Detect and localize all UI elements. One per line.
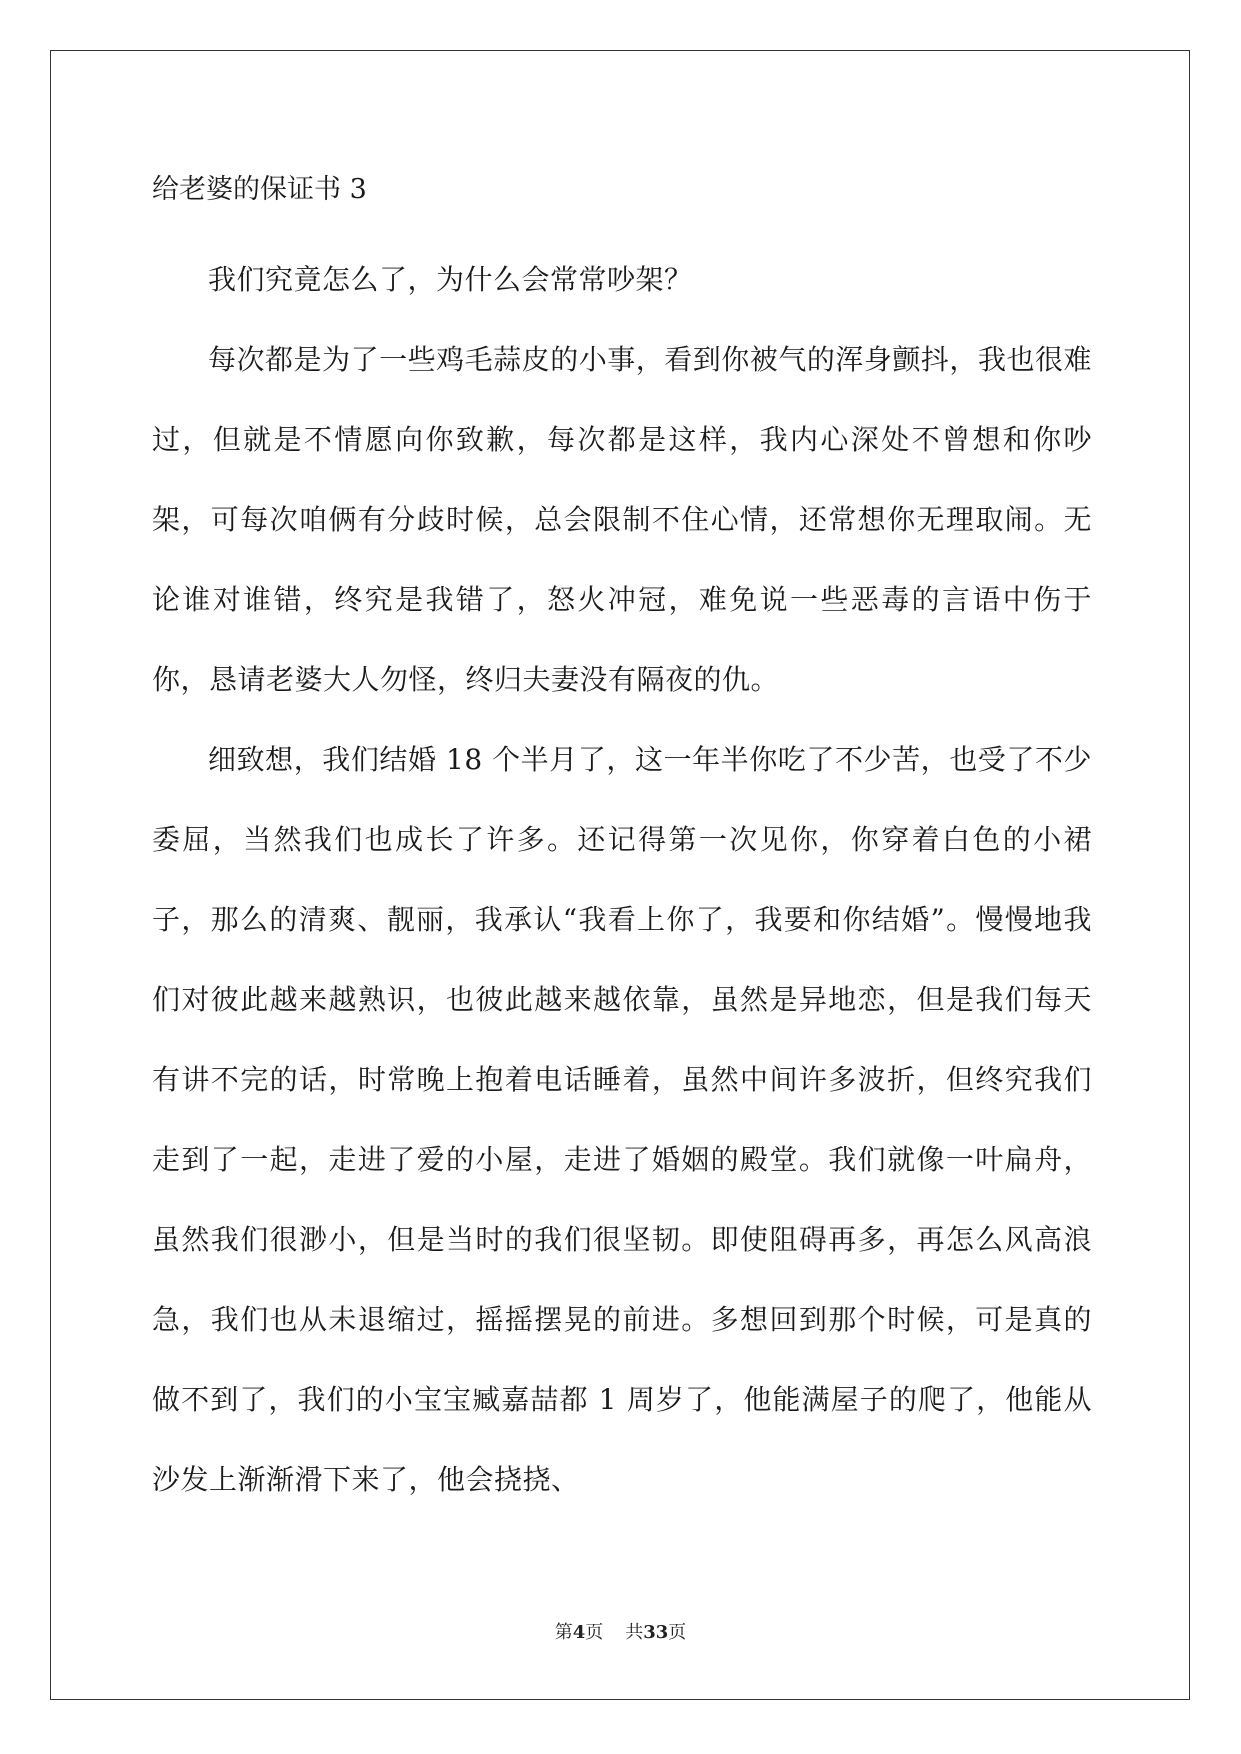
page-footer [0, 1618, 1241, 1644]
paragraph-1: 我们究竟怎么了，为什么会常常吵架？ [208, 263, 693, 296]
document-body [152, 160, 1092, 1520]
total-prefix: 共 [625, 1622, 644, 1643]
page-total: 33 [643, 1622, 669, 1643]
document-title: 给老婆的保证书 3 [152, 174, 367, 205]
paragraph-3: 细致想，我们结婚 18 个半月了，这一年半你吃了不少苦，也受了不少委屈，当然我们也成长了许多。还记得第一次见你，你穿着白色的小裙子，那么的清爽、靓丽，我承认“我看上你了，我要和你结婚”。慢慢地我们对彼此越来越熟识，也彼此越来越依靠，虽然是异地恋，但是我们每天有讲不完的话，时常晚上抱着电话睡着，虽然中间许多波折，但终究我们走到了一起，走进了爱的小屋，走进了婚姻的殿堂。我们就像一叶扁舟，虽然我们很渺小，但是当时的我们很坚韧。即使阻碍再多，再怎么风高浪急，我们也从未退缩过，摇摇摆晃的前进。多想回到那个时候，可是真的做不到了，我们的小宝宝臧嘉喆都 1 周岁了，他能满屋子的爬了，他能从沙发上渐渐滑下来了，他会挠挠、 [152, 743, 1092, 1496]
total-suffix: 页 [668, 1622, 687, 1643]
page-current: 4 [572, 1622, 586, 1643]
paragraph-2: 每次都是为了一些鸡毛蒜皮的小事，看到你被气的浑身颤抖，我也很难过，但就是不情愿向你致歉，每次都是这样，我内心深处不曾想和你吵架，可每次咱俩有分歧时候，总会限制不住心情，还常想你无理取闹。无论谁对谁错，终究是我错了，怒火冲冠，难免说一些恶毒的言语中伤于你，恳请老婆大人勿怪，终归夫妻没有隔夜的仇。 [152, 343, 1092, 696]
page-prefix: 第 [554, 1622, 573, 1643]
page-suffix: 页 [585, 1622, 604, 1643]
